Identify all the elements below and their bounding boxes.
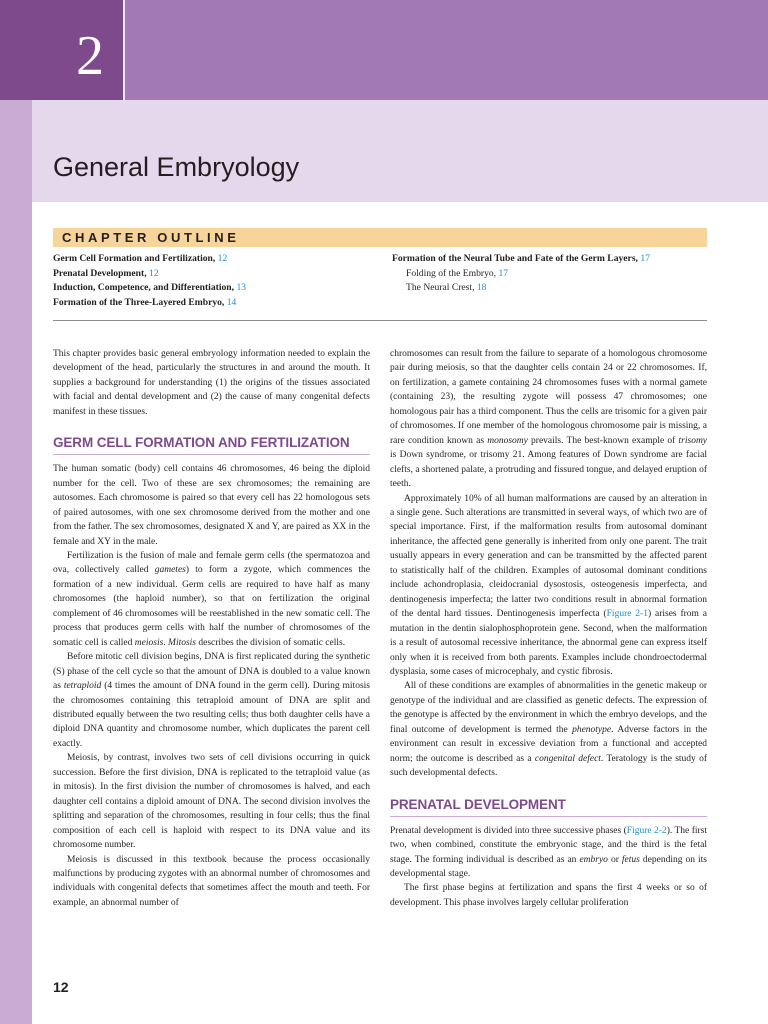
outline-page-link[interactable]: 17	[498, 267, 509, 279]
outline-subitem[interactable]: The Neural Crest, 18	[406, 282, 487, 293]
outline-page-link[interactable]: 12	[149, 267, 159, 279]
body-paragraph: Prenatal development is divided into three successive phases (Figure 2-2). The first two, when combined, constitute the embryonic stage, and the third is the fetal stage. The forming individual is described as an embryo or fetus depending on its developmental stage.	[390, 825, 707, 879]
outline-item[interactable]: Germ Cell Formation and Fertilization, 12	[53, 253, 228, 264]
intro-paragraph: This chapter provides basic general embryology information needed to explain the development of the head, particularly the structures in and around the mouth. It supplies a background for understanding (1) the origins of the tissues associated with facial and dental development and (2) the cause of many congenital defects manifest in these tissues.	[53, 349, 370, 417]
figure-link[interactable]: Figure 2-2	[626, 825, 667, 836]
body-paragraph: Approximately 10% of all human malformations are caused by an alteration in a single gene. Such alterations are transmitted in several ways, of which two are of special importance. First, if the malformation results from autosomal dominant inheritance, the affected gene generally is inherited from only one parent. The trait usually appears in every generation and can be transmitted by the affected parent to statistically half of the children. Examples of autosomal dominant conditions include achondroplasia, cleidocranial dysostosis, osteogenesis imperfecta, and dentinogenesis imperfecta; the latter two conditions result in abnormal formation of the dental hard tissues. Dentinogenesis imperfecta (Figure 2-1) arises from a mutation in the dentin sialophosphoprotein gene. Second, when the malformation is a result of autosomal recessive inheritance, the abnormal gene can express itself only when it is received from both parents. Examples include chondroectodermal dysplasia, some cases of microcephaly, and cystic fibrosis.	[390, 493, 708, 677]
section-heading: GERM CELL FORMATION AND FERTILIZATION	[53, 433, 370, 455]
outline-item[interactable]: Formation of the Three-Layered Embryo, 14	[53, 296, 237, 308]
outline-right-column	[392, 252, 722, 296]
body-right-column	[390, 347, 707, 910]
header-band	[124, 0, 768, 100]
body-paragraph: Before mitotic cell division begins, DNA is first replicated during the synthetic (S) phase of the cell cycle so that the amount of DNA is doubled to a value known as tetraploid (4 times the amount of DNA found in the germ cell). During mitosis the chromosomes containing this tetraploid amount of DNA are split and distributed equally between the two resulting cells; thus both daughter cells have a diploid DNA quantity and chromosome number, which duplicates the parent cell exactly.	[53, 652, 370, 749]
side-strip	[0, 100, 32, 1024]
outline-page-link[interactable]: 12	[217, 253, 228, 264]
outline-divider	[53, 320, 707, 321]
header-divider	[123, 0, 125, 100]
outline-heading: CHAPTER OUTLINE	[62, 230, 240, 245]
outline-item[interactable]: Prenatal Development, 12	[53, 267, 159, 279]
outline-item[interactable]: Induction, Competence, and Differentiation, 13	[53, 282, 247, 293]
outline-subitem[interactable]: Folding of the Embryo, 17	[406, 267, 509, 279]
body-left-column	[53, 347, 370, 910]
outline-page-link[interactable]: 17	[640, 253, 650, 264]
page-number: 12	[53, 979, 69, 995]
outline-page-link[interactable]: 14	[226, 296, 237, 308]
body-paragraph: Fertilization is the fusion of male and female germ cells (the spermatozoa and ova, collectively called gametes) to form a zygote, which commences the formation of a new individual. Germ cells are required to have half as many chromosomes (the haploid number), so that on fertilization the original complement of 46 chromosomes will be reestablished in the new somatic cell. The process that produces germ cells with half the number of chromosomes of the somatic cell is called meiosis. Mitosis describes the division of somatic cells.	[53, 550, 370, 648]
body-paragraph: Meiosis is discussed in this textbook because the process occasionally malfunctions by producing zygotes with an abnormal number of chromosomes and individuals with congenital defects that sometimes affect the mouth and teeth. For example, an abnormal number of	[53, 854, 370, 908]
chapter-number: 2	[76, 25, 104, 87]
section-heading: PRENATAL DEVELOPMENT	[390, 795, 707, 817]
outline-item[interactable]: Formation of the Neural Tube and Fate of the Germ Layers, 17	[392, 253, 650, 264]
outline-left-column	[53, 252, 383, 310]
body-paragraph: Meiosis, by contrast, involves two sets of cell divisions occurring in quick succession. Before the first division, DNA is replicated to the tetraploid value (as in mitosis). In the first division the number of chromosomes is halved, and each daughter cell contains a diploid amount of DNA. The second division involves the splitting and separation of the chromosomes, resulting in four cells; thus the final composition of each cell is haploid with respect to its DNA value and its chromosome number.	[53, 753, 370, 851]
figure-link[interactable]: Figure 2-1	[606, 609, 648, 620]
body-paragraph: All of these conditions are examples of abnormalities in the genetic makeup or genotype of the individual and are classified as genetic defects. The expression of the genotype is affected by the environment in which the embryo develops, and the final outcome of development is termed the phenotype. Adverse factors in the environment can result in excessive deviation from a functional and accepted norm; the outcome is described as a congenital defect. Teratology is the study of such developmental defects.	[390, 681, 707, 779]
outline-page-link[interactable]: 18	[476, 282, 487, 293]
body-paragraph: The first phase begins at fertilization and spans the first 4 weeks or so of development. This phase involves largely cellular proliferation	[390, 883, 707, 908]
outline-page-link[interactable]: 13	[236, 282, 247, 293]
chapter-title: General Embryology	[53, 152, 300, 182]
body-paragraph: The human somatic (body) cell contains 46 chromosomes, 46 being the diploid number for the cell. Two of these are sex chromosomes; the remaining are autosomes. Each chromosome is paired so that every cell has 22 homologous sets of paired autosomes, with one sex chromosome derived from the mother and one from the father. The sex chromosomes, designated X and Y, are paired as XX in the female and XY in the male.	[53, 464, 370, 547]
body-paragraph: chromosomes can result from the failure to separate of a homologous chromosome pair during meiosis, so that the daughter cells contain 24 or 22 chromosomes. If, on fertilization, a gamete containing 24 chromosomes fuses with a normal gamete (containing 23), the resulting zygote will possess 47 chromosomes; one homologous pair has a third component. Thus the cells are trisomic for a given pair of chromosomes. If one member of the homologous chromosome pair is missing, a rare condition known as monosomy prevails. The best-known example of trisomy is Down syndrome, or trisomy 21. Among features of Down syndrome are facial clefts, a shortened palate, a protruding and fissured tongue, and delayed eruption of teeth.	[390, 349, 708, 490]
